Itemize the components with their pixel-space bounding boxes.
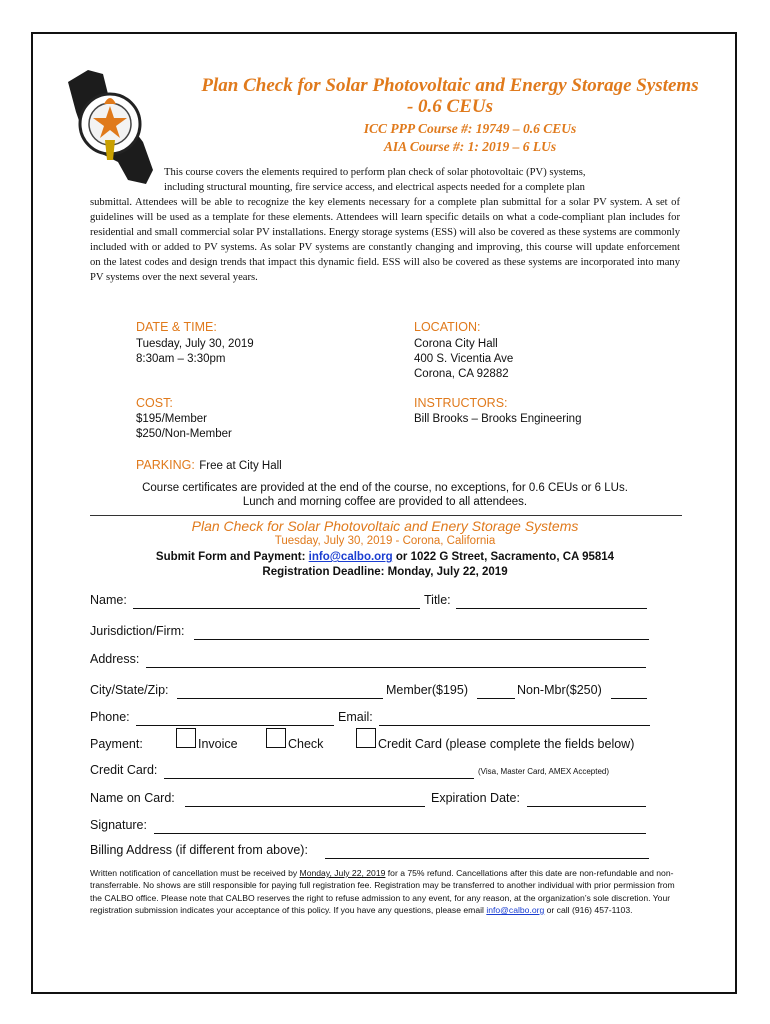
billing-address-field[interactable]: [325, 844, 649, 859]
nonmember-label: Non-Mbr($250): [517, 683, 602, 697]
phone-label: Phone:: [90, 710, 130, 724]
time-value: 8:30am – 3:30pm: [136, 353, 226, 365]
description-line-1: This course covers the elements required to perform plan check of solar photovoltaic (PV) systems,: [164, 167, 586, 178]
member-field[interactable]: [477, 684, 515, 699]
policy-text-2: for a 75% refund. Cancellations after this date are non-refundable and non-transferrable. No shows are still responsible for paying full registration fee. Registration may be transferred to another individual with prior permission from the CALBO office. Please note that CALBO reserves the right to refuse admission to any event, for any reason, at the organization’s sole discretion. Your registration submission indicates your acceptance of this policy. If you have any questions, please email: [90, 868, 675, 915]
card-number-field[interactable]: [164, 764, 474, 779]
parking-label: PARKING:: [136, 458, 195, 472]
credit-card-option-label: Credit Card (please complete the fields below): [378, 737, 635, 751]
title-field[interactable]: [456, 594, 647, 609]
location-line-1: Corona City Hall: [414, 338, 498, 350]
expiration-field[interactable]: [527, 792, 646, 807]
policy-text-1: Written notification of cancellation must be received by: [90, 868, 300, 878]
name-field[interactable]: [133, 594, 420, 609]
form-title: Plan Check for Solar Photovoltaic and Enery Storage Systems: [191, 518, 579, 534]
title-label: Title:: [424, 593, 451, 607]
policy-email-link[interactable]: info@calbo.org: [486, 904, 545, 915]
title-line-1: Plan Check for Solar Photovoltaic and Energy Storage Systems: [201, 75, 699, 96]
date-time-label: DATE & TIME:: [136, 320, 217, 334]
email-field[interactable]: [379, 711, 650, 726]
date-value: Tuesday, July 30, 2019: [136, 338, 254, 350]
location-line-2: 400 S. Vicentia Ave: [414, 353, 514, 365]
instructors-value: Bill Brooks – Brooks Engineering: [414, 413, 582, 425]
cost-member: $195/Member: [136, 413, 207, 425]
signature-label: Signature:: [90, 818, 147, 832]
payment-label: Payment:: [90, 737, 143, 751]
name-label: Name:: [90, 593, 127, 607]
policy-text-3: or call (916) 457-1103.: [544, 904, 633, 915]
section-divider: [90, 515, 682, 516]
jurisdiction-label: Jurisdiction/Firm:: [90, 624, 185, 638]
invoice-label: Invoice: [198, 737, 238, 751]
location-label: LOCATION:: [414, 320, 481, 334]
jurisdiction-field[interactable]: [194, 625, 649, 640]
cancellation-policy: [90, 867, 682, 916]
phone-field[interactable]: [136, 711, 334, 726]
signature-field[interactable]: [154, 819, 646, 834]
form-subtitle: Tuesday, July 30, 2019 - Corona, California: [274, 535, 496, 547]
address-label: Address:: [90, 652, 140, 666]
member-label: Member($195): [386, 683, 468, 697]
name-on-card-label: Name on Card:: [90, 791, 175, 805]
email-label: Email:: [338, 710, 373, 724]
billing-address-label: Billing Address (if different from above):: [90, 843, 308, 857]
name-on-card-field[interactable]: [185, 792, 425, 807]
registration-deadline: Registration Deadline: Monday, July 22, 2019: [262, 566, 508, 578]
credit-card-checkbox[interactable]: [356, 728, 376, 748]
lunch-note: Lunch and morning coffee are provided to all attendees.: [242, 496, 528, 508]
certificates-note: Course certificates are provided at the end of the course, no exceptions, for 0.6 CEUs or 6 LUs.: [142, 482, 628, 494]
nonmember-field[interactable]: [611, 684, 647, 699]
city-label: City/State/Zip:: [90, 683, 169, 697]
aia-course-number: AIA Course #: 1: 2019 – 6 LUs: [383, 139, 557, 154]
course-description: [90, 165, 680, 285]
submit-email-link[interactable]: info@calbo.org: [308, 551, 393, 563]
parking-value: Free at City Hall: [199, 460, 282, 472]
submit-instructions: [60, 551, 710, 563]
address-field[interactable]: [146, 653, 646, 668]
course-title: [170, 75, 730, 117]
invoice-checkbox[interactable]: [176, 728, 196, 748]
cost-label: COST:: [136, 396, 173, 410]
description-body: submittal. Attendees will be able to recognize the key elements necessary for a complete plan submittal for a solar PV system. A set of guidelines will be used as a template for these elements. Attendees will learn specific details on what a code-compliant plan includes for residential and small commercial solar PV installations. Energy storage systems (ESS) will also be covered as these systems are commonly included with or added to PV systems. As solar PV systems are constantly changing and improving, this course will update enforcement on the latest codes and design trends that impact this dynamic field. ESS will also be covered as these systems are incorporated into many PV systems over the next several years.: [90, 197, 680, 283]
policy-deadline: Monday, July 22, 2019: [299, 868, 386, 878]
card-number-label: Credit Card:: [90, 763, 158, 777]
icc-course-number: ICC PPP Course #: 19749 – 0.6 CEUs: [363, 121, 577, 136]
submit-suffix: or 1022 G Street, Sacramento, CA 95814: [392, 551, 615, 563]
logo-text: [40, 195, 41, 196]
instructors-label: INSTRUCTORS:: [414, 396, 508, 410]
description-line-2: including structural mounting, fire service access, and electrical aspects needed for a complete plan: [164, 182, 585, 193]
parking-info: [136, 456, 282, 474]
expiration-label: Expiration Date:: [431, 791, 520, 805]
submit-prefix: Submit Form and Payment:: [155, 551, 309, 563]
city-field[interactable]: [177, 684, 383, 699]
cost-nonmember: $250/Non-Member: [136, 428, 232, 440]
card-types-note: (Visa, Master Card, AMEX Accepted): [478, 767, 610, 776]
location-line-3: Corona, CA 92882: [414, 368, 509, 380]
title-line-2: - 0.6 CEUs: [406, 96, 494, 117]
name-row: [90, 593, 127, 611]
check-checkbox[interactable]: [266, 728, 286, 748]
check-label: Check: [288, 737, 324, 751]
